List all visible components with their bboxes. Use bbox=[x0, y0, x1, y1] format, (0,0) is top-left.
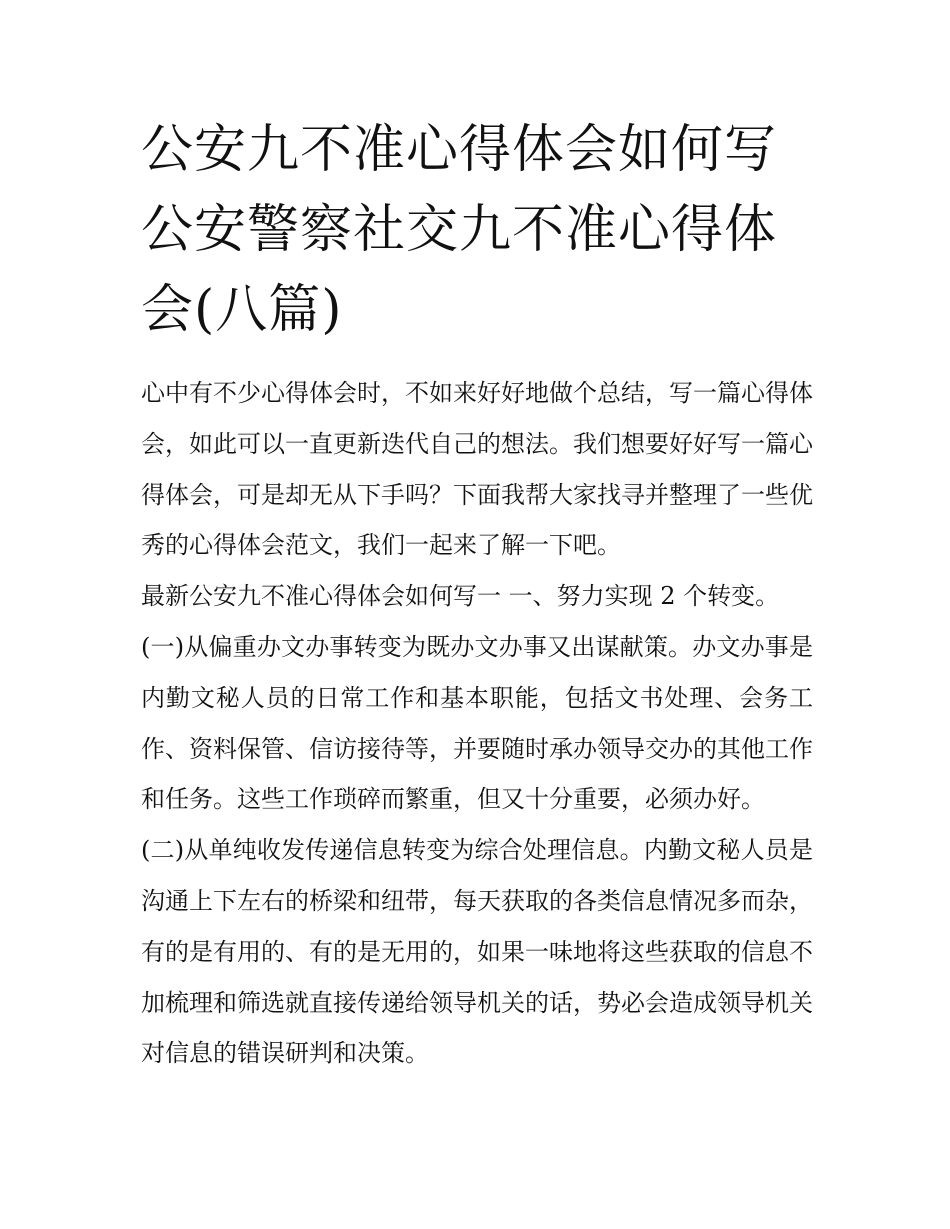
paragraph-section-2: (二)从单纯收发传递信息转变为综合处理信息。内勤文秘人员是沟通上下左右的桥梁和纽带，每天获取的各类信息情况多而杂，有的是有用的、有的是无用的，如果一味地将这些获取的信息不加梳理和筛选就直接传递给领导机关的话，势必会造成领导机关对信息的错误研判和决策。 bbox=[141, 836, 813, 1068]
document-title: 公安九不准心得体会如何写 公安警察社交九不准心得体会(八篇) bbox=[141, 120, 778, 340]
paragraph-section-1: (一)从偏重办文办事转变为既办文办事又出谋献策。办文办事是内勤文秘人员的日常工作和基本职能，包括文书处理、会务工作、资料保管、信访接待等，并要随时承办领导交办的其他工作和任务。这些工作琐碎而繁重，但又十分重要，必须办好。 bbox=[141, 632, 813, 814]
document-page bbox=[141, 110, 813, 1079]
paragraph-intro: 心中有不少心得体会时，不如来好好地做个总结，写一篇心得体会，如此可以一直更新迭代自己的想法。我们想要好好写一篇心得体会，可是却无从下手吗？下面我帮大家找寻并整理了一些优秀的心得体会范文，我们一起来了解一下吧。 bbox=[141, 379, 813, 560]
paragraph-heading: 最新公安九不准心得体会如何写一 一、努力实现 2 个转变。 bbox=[141, 582, 780, 611]
